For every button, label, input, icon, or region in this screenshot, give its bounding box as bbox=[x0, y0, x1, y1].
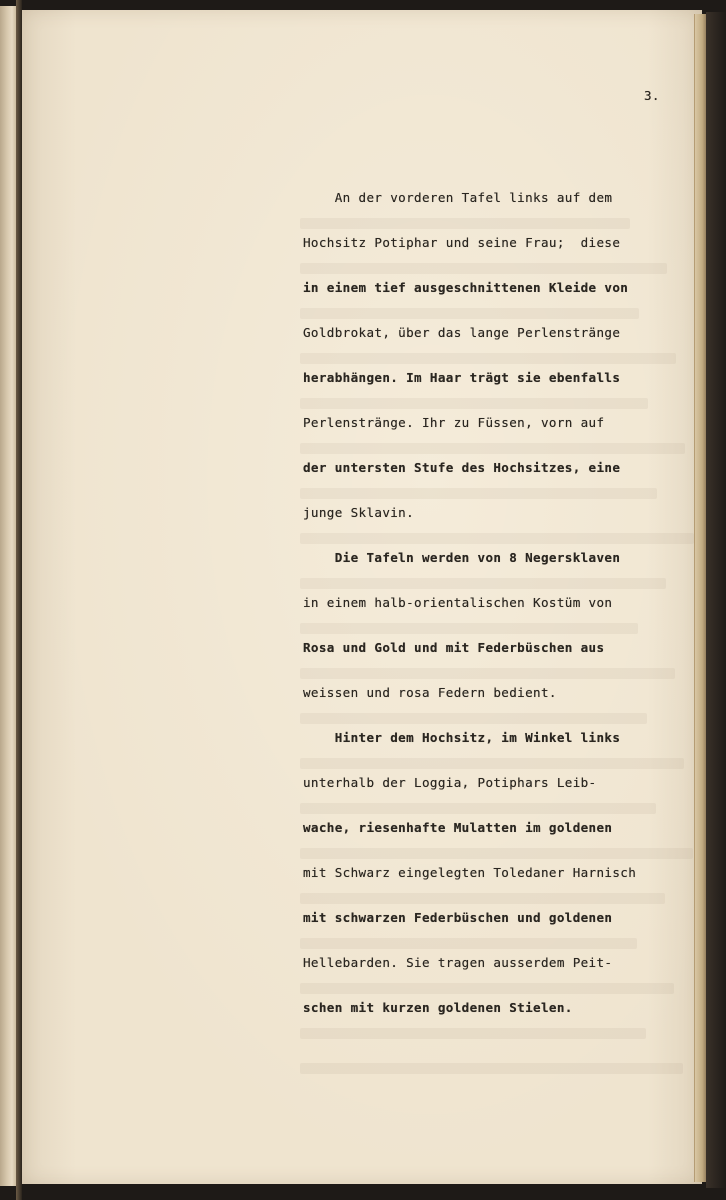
text-line: Hinter dem Hochsitz, im Winkel links bbox=[303, 730, 621, 745]
show-through-band bbox=[300, 938, 637, 949]
show-through-band bbox=[300, 263, 667, 274]
text-line: der untersten Stufe des Hochsitzes, eine bbox=[303, 460, 621, 475]
text-line: in einem halb-orientalischen Kostüm von bbox=[303, 595, 613, 610]
show-through-band bbox=[300, 218, 630, 229]
text-line: in einem tief ausgeschnittenen Kleide von bbox=[303, 280, 629, 295]
page-number: 3. bbox=[644, 88, 660, 103]
show-through-band bbox=[300, 308, 639, 319]
show-through-band bbox=[300, 1063, 683, 1074]
text-line: weissen und rosa Federn bedient. bbox=[303, 685, 557, 700]
text-line: unterhalb der Loggia, Potiphars Leib- bbox=[303, 775, 597, 790]
text-line: Die Tafeln werden von 8 Negersklaven bbox=[303, 550, 621, 565]
show-through-band bbox=[300, 803, 656, 814]
show-through-band bbox=[300, 713, 647, 724]
previous-page-edge bbox=[0, 6, 17, 1186]
text-line: Goldbrokat, über das lange Perlenstränge bbox=[303, 325, 621, 340]
text-line: Hochsitz Potiphar und seine Frau; diese bbox=[303, 235, 621, 250]
show-through-band bbox=[300, 353, 676, 364]
show-through-band bbox=[300, 623, 638, 634]
show-through-band bbox=[300, 398, 648, 409]
show-through-band bbox=[300, 533, 694, 544]
show-through-band bbox=[300, 848, 693, 859]
show-through-band bbox=[300, 983, 674, 994]
show-through-band bbox=[300, 668, 675, 679]
text-line: An der vorderen Tafel links auf dem bbox=[303, 190, 613, 205]
show-through-band bbox=[300, 488, 657, 499]
text-line: mit Schwarz eingelegten Toledaner Harnisch bbox=[303, 865, 637, 880]
text-line: Perlenstränge. Ihr zu Füssen, vorn auf bbox=[303, 415, 605, 430]
page-edge-shadow bbox=[706, 12, 726, 1188]
show-through-band bbox=[300, 758, 684, 769]
show-through-band bbox=[300, 578, 666, 589]
text-line: junge Sklavin. bbox=[303, 505, 415, 520]
text-line: Rosa und Gold und mit Federbüschen aus bbox=[303, 640, 605, 655]
show-through-band bbox=[300, 1028, 646, 1039]
text-line: schen mit kurzen goldenen Stielen. bbox=[303, 1000, 573, 1015]
show-through-band bbox=[300, 893, 665, 904]
text-line: wache, riesenhafte Mulatten im goldenen bbox=[303, 820, 613, 835]
text-line: herabhängen. Im Haar trägt sie ebenfalls bbox=[303, 370, 621, 385]
show-through-band bbox=[300, 443, 685, 454]
text-line: mit schwarzen Federbüschen und goldenen bbox=[303, 910, 613, 925]
text-line: Hellebarden. Sie tragen ausserdem Peit- bbox=[303, 955, 613, 970]
